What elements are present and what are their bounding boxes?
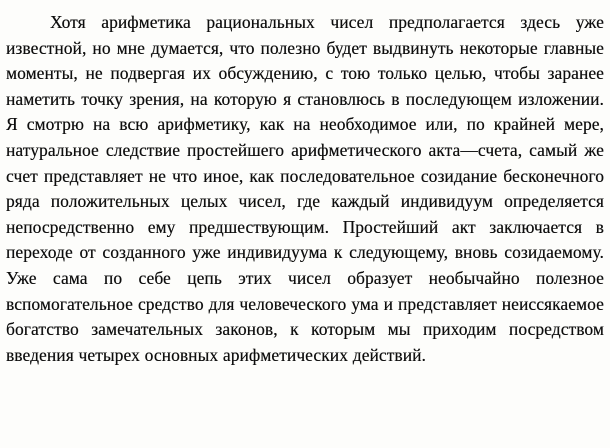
paragraph-text: Хотя арифметика рациональных чисел предполагается здесь уже известной, но мне думается, что полезно будет выдвинуть некоторые главные моменты, не подвергая их обсуждению, с тою только целью, чтобы заранее наметить точку зрения, на которую я становлюсь в последующем изложении. Я смотрю на всю арифметику, как на необходимое или, по крайней мере, натуральное следствие простейшего арифметического акта—счета, самый же счет представляет не что иное, как последовательное созидание бесконечного ряда положительных целых чисел, где каждый индивидуум определяется непосредственно ему предшествующим. Простейший акт заключается в переходе от созданного уже индивидуума к следующему, вновь созидаемому. Уже сама по себе цепь этих чисел образует необычайно полезное вспомогательное средство для человеческого ума и представляет неиссякаемое богатство замечательных законов, к которым мы приходим посредством введения четырех основных арифметических действий.: [6, 12, 604, 365]
body-paragraph: [6, 10, 604, 368]
